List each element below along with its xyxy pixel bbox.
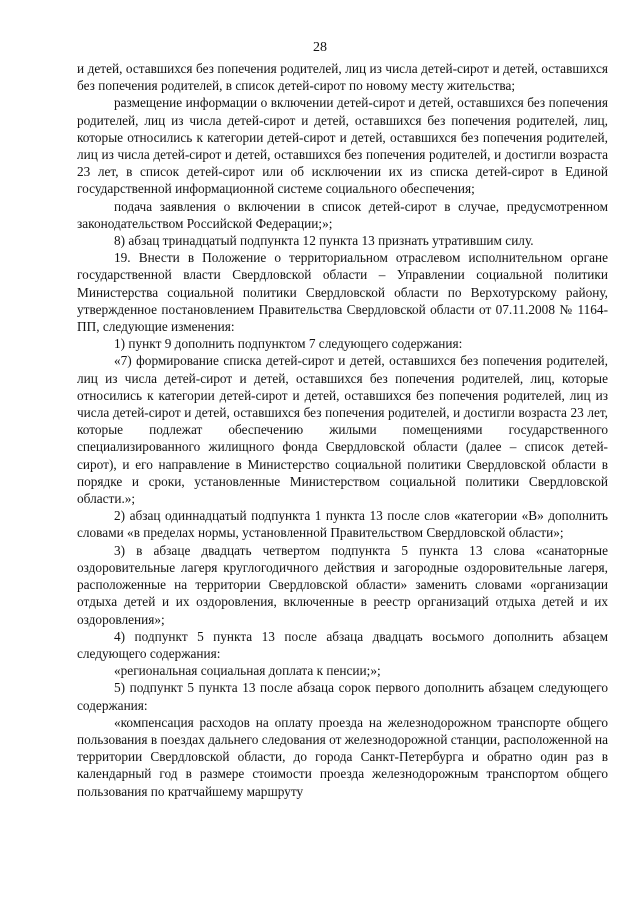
paragraph-2: размещение информации о включении детей-сирот и детей, оставшихся без попечения родителей, лиц из числа детей-сирот и детей, оставшихся без попечения родителей, лиц, которые относились к категории детей-сирот и детей, оставшихся без попечения родителей, лиц из числа детей-сирот и детей, оставшихся без попечения родителей, и достигли возраста 23 лет, в список детей-сирот или об исключении их из списка детей-сирот в Единой государственной информационной системе социального обеспечения; xyxy=(77,95,608,197)
paragraph-5: 19. Внести в Положение о территориальном отраслевом исполнительном органе государственной власти Свердловской области – Управлении социальной политики Министерства социальной политики Свердловской области по Верхотурскому району, утвержденное постановлением Правительства Свердловской области от 07.11.2008 № 1164-ПП, следующие изменения: xyxy=(77,250,608,335)
paragraph-3: подача заявления о включении в список детей-сирот в случае, предусмотренном законодательством Российской Федерации;»; xyxy=(77,198,608,231)
paragraph-6: 1) пункт 9 дополнить подпунктом 7 следующего содержания: xyxy=(114,336,463,352)
paragraph-10: 4) подпункт 5 пункта 13 после абзаца двадцать восьмого дополнить абзацем следующего содержания: xyxy=(77,628,608,661)
paragraph-9: 3) в абзаце двадцать четвертом подпункта 5 пункта 13 слова «санаторные оздоровительные лагеря круглогодичного действия и загородные оздоровительные лагеря, расположенные на территории Свердловской области» заменить словами «организации отдыха детей и их оздоровления, включенные в реестр организаций отдыха детей и их оздоровления»; xyxy=(77,542,608,627)
paragraph-7: «7) формирование списка детей-сирот и детей, оставшихся без попечения родителей, лиц из числа детей-сирот и детей, оставшихся без попечения родителей, лиц, которые относились к категории детей-сирот и детей, оставшихся без попечения родителей, лиц из числа детей-сирот и детей, оставшихся без попечения родителей, и достигли возраста 23 лет, которые подлежат обеспечению жилыми помещениями государственного специализированного жилищного фонда Свердловской области (далее – список детей-сирот), и его направление в Министерство социальной политики Свердловской области в порядке и сроки, установленные Министерством социальной политики Свердловской области.»; xyxy=(77,353,608,507)
page-number: 28 xyxy=(313,40,327,55)
paragraph-8: 2) абзац одиннадцатый подпункта 1 пункта 13 после слов «категории «В» дополнить словами «в пределах нормы, установленной Правительством Свердловской области»; xyxy=(77,508,608,541)
paragraph-12: 5) подпункт 5 пункта 13 после абзаца сорок первого дополнить абзацем следующего содержания: xyxy=(77,680,608,713)
document-body xyxy=(77,60,608,800)
paragraph-1: и детей, оставшихся без попечения родителей, лиц из числа детей-сирот и детей, оставшихся без попечения родителей, в список детей-сирот по новому месту жительства; xyxy=(77,61,608,94)
paragraph-4: 8) абзац тринадцатый подпункта 12 пункта 13 признать утратившим силу. xyxy=(114,233,534,249)
paragraph-13: «компенсация расходов на оплату проезда на железнодорожном транспорте общего пользования в поездах дальнего следования от железнодорожной станции, расположенной на территории Свердловской области, до города Санкт-Петербурга и обратно один раз в календарный год в размере стоимости проезда железнодорожным транспортом общего пользования по кратчайшему маршруту xyxy=(77,714,608,799)
paragraph-11: «региональная социальная доплата к пенсии;»; xyxy=(114,663,381,679)
